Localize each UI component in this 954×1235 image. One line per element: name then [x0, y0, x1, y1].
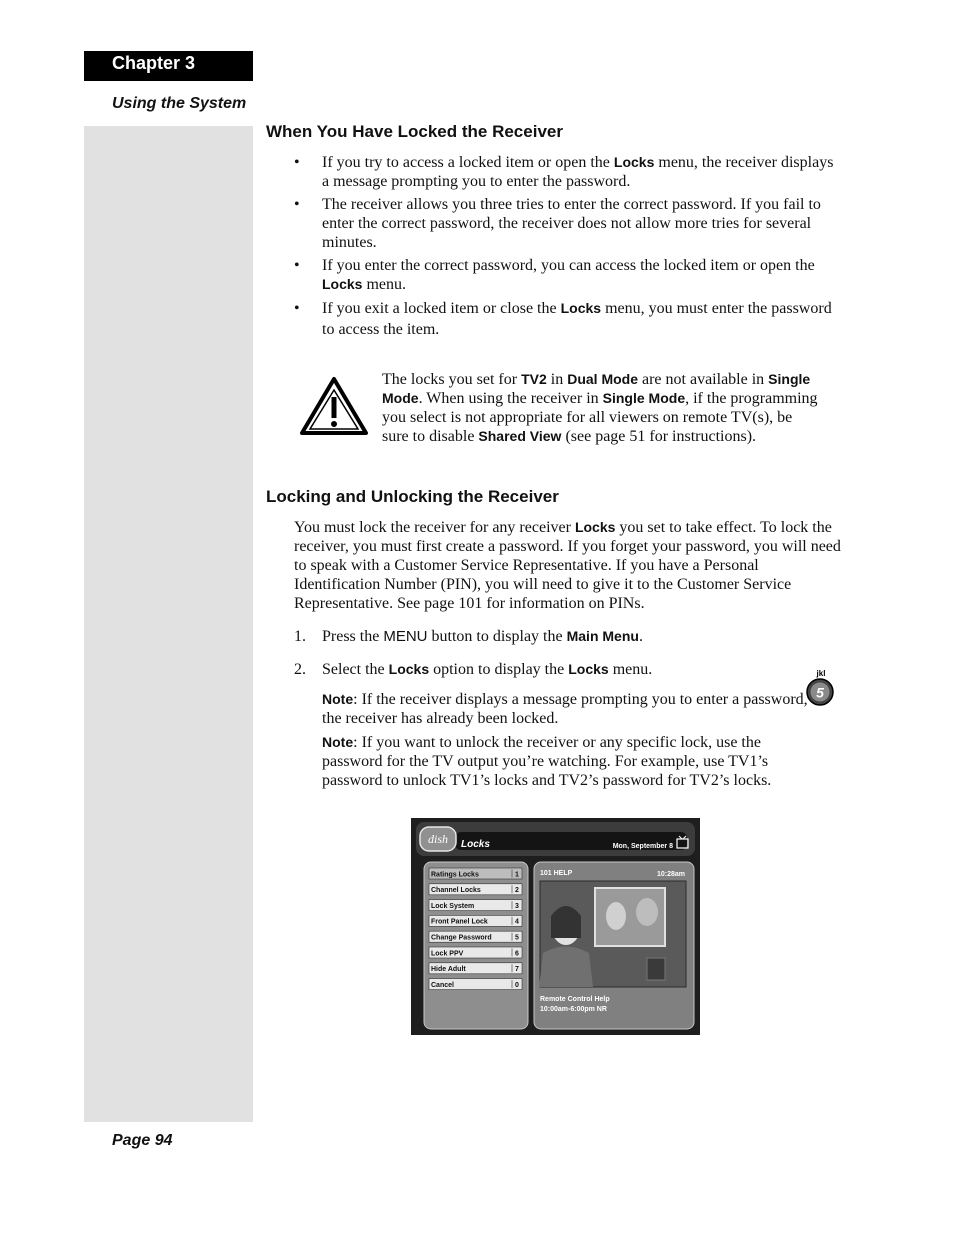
bullet-icon: • — [294, 257, 300, 274]
menu-item — [429, 900, 522, 911]
warning-triangle-icon — [298, 375, 370, 437]
menu-item-label: Cancel — [431, 981, 454, 989]
dish-logo: dish — [427, 832, 449, 846]
list-item: • If you try to access a locked item or open the Locks menu, the receiver displays a message prompting you to enter the password. — [294, 154, 834, 190]
menu-item-label: Change Password — [431, 934, 492, 942]
menu-item-key: 0 — [515, 981, 519, 989]
bullet-icon: • — [294, 196, 300, 213]
list-item: • If you exit a locked item or close the Locks menu, you must enter the password to access the item. — [294, 300, 832, 338]
menu-item — [429, 963, 522, 974]
menu-item — [429, 947, 522, 958]
menu-item-key: 2 — [515, 887, 519, 895]
menu-item-key: 6 — [515, 950, 519, 958]
preview-schedule: 10:00am-6:00pm NR — [540, 1006, 607, 1013]
menu-item-key: 5 — [515, 934, 519, 942]
intro-paragraph: You must lock the receiver for any receiver Locks you set to take effect. To lock the receiver, you must first create a password. If you forget your password, you will need to speak with a Customer Service Representative. If you have a Personal Identification Number (PIN), you will need to give it to the Customer Service Representative. See page 101 for information on PINs. — [294, 519, 841, 612]
menu-item — [429, 915, 522, 926]
menu-item-key: 1 — [515, 871, 519, 879]
menu-item-key: 3 — [515, 902, 519, 910]
page-number: Page 94 — [112, 1132, 173, 1149]
chapter-tab: Chapter 3 — [84, 51, 253, 81]
preview-channel: 101 HELP — [540, 870, 573, 877]
menu-item-label: Hide Adult — [431, 966, 466, 974]
menu-item — [429, 884, 522, 895]
menu-item — [429, 979, 522, 990]
menu-item — [429, 931, 522, 942]
menu-item-label: Channel Locks — [431, 887, 481, 895]
menu-item-label: Lock PPV — [431, 950, 464, 958]
list-item: • The receiver allows you three tries to enter the correct password. If you fail to enter the correct password, the receiver does not allow more tries for several minutes. — [294, 196, 821, 251]
key-letters: jkl — [816, 669, 826, 678]
step-2: 2. Select the Locks option to display the Locks menu. — [294, 661, 653, 678]
list-item: • If you enter the correct password, you can access the locked item or open the Locks menu. — [294, 257, 815, 293]
left-margin-panel — [84, 126, 253, 1122]
bullet-icon: • — [294, 154, 300, 171]
step-1: 1. Press the MENU button to display the Main Menu. — [294, 628, 643, 645]
note-2: Note: If you want to unlock the receiver or any specific lock, use the password for the TV output you’re watching. For example, use TV1’s password to unlock TV1’s locks and TV2’s password for TV2’s locks. — [322, 734, 772, 789]
bullet-icon: • — [294, 300, 300, 317]
note-1: Note: If the receiver displays a message prompting you to enter a password, the receiver has already been locked. — [322, 691, 808, 727]
preview-video — [539, 881, 686, 987]
locks-menu-screenshot — [411, 818, 700, 1035]
menu-item-label: Ratings Locks — [431, 871, 479, 879]
preview-time: 10:28am — [656, 871, 685, 878]
menu-item-label: Lock System — [431, 902, 475, 910]
key-digit: 5 — [816, 684, 824, 701]
caution-note: The locks you set for TV2 in Dual Mode are not available in Single Mode. When using the receiver in Single Mode, if the programming you select is not appropriate for all viewers on remote TV(s), be sure to disable Shared View (see page 51 for instructions). — [382, 371, 818, 445]
bullet-list — [294, 153, 842, 344]
menu-item-key: 7 — [515, 966, 519, 974]
heading-locked-receiver: When You Have Locked the Receiver — [266, 122, 563, 141]
section-label: Using the System — [112, 95, 247, 112]
preview-program: Remote Control Help — [540, 996, 610, 1003]
heading-locking-unlocking: Locking and Unlocking the Receiver — [266, 487, 559, 506]
menu-item-label: Front Panel Lock — [431, 918, 488, 926]
menu-item — [429, 868, 522, 879]
screen-title: Locks — [461, 839, 490, 850]
screen-date: Mon, September 8 — [612, 843, 673, 850]
menu-item-key: 4 — [515, 918, 519, 926]
